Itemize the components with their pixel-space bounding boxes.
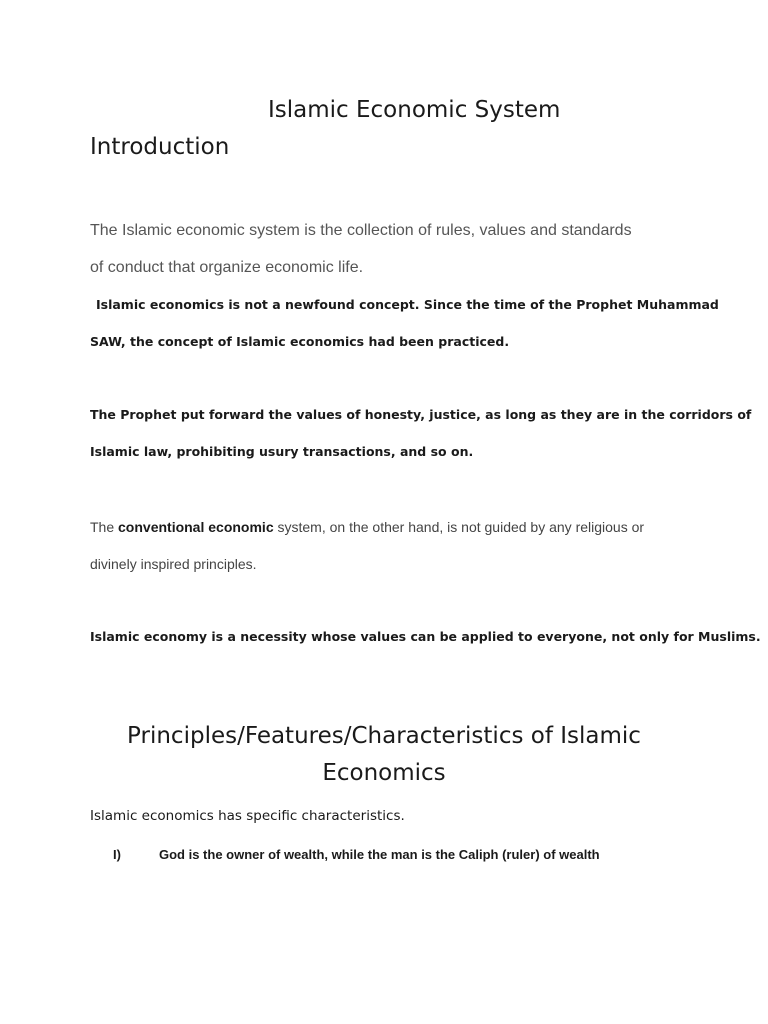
list-item-text: God is the owner of wealth, while the man is the Caliph (ruler) of wealth	[159, 847, 600, 862]
section-heading-line-2: Economics	[322, 760, 446, 786]
paragraph-4-suffix: system, on the other hand, is not guided by any religious or	[273, 519, 645, 535]
section-heading-line-1: Principles/Features/Characteristics of Islamic	[127, 723, 641, 749]
document-title: Islamic Economic System	[268, 97, 561, 123]
paragraph-4-line-2: divinely inspired principles.	[90, 556, 257, 572]
paragraph-4-line-1	[90, 519, 644, 535]
conventional-economic-term: conventional economic	[118, 519, 274, 535]
paragraph-3-line-1: The Prophet put forward the values of honesty, justice, as long as they are in the corridors of	[90, 407, 752, 422]
paragraph-4-prefix: The	[90, 519, 119, 535]
paragraph-3-line-2: Islamic law, prohibiting usury transactions, and so on.	[90, 444, 474, 459]
paragraph-1-line-2: of conduct that organize economic life.	[90, 259, 364, 276]
introduction-heading: Introduction	[90, 134, 230, 160]
paragraph-1-line-1: The Islamic economic system is the collection of rules, values and standards	[90, 222, 632, 239]
paragraph-6: Islamic economics has specific characteristics.	[90, 808, 405, 824]
paragraph-2-line-1: Islamic economics is not a newfound concept. Since the time of the Prophet Muhammad	[96, 297, 719, 312]
paragraph-5: Islamic economy is a necessity whose values can be applied to everyone, not only for Muslims.	[90, 629, 761, 644]
list-item-number: I)	[113, 847, 121, 862]
principles-section-heading	[60, 718, 708, 792]
paragraph-2-line-2: SAW, the concept of Islamic economics had been practiced.	[90, 334, 510, 349]
